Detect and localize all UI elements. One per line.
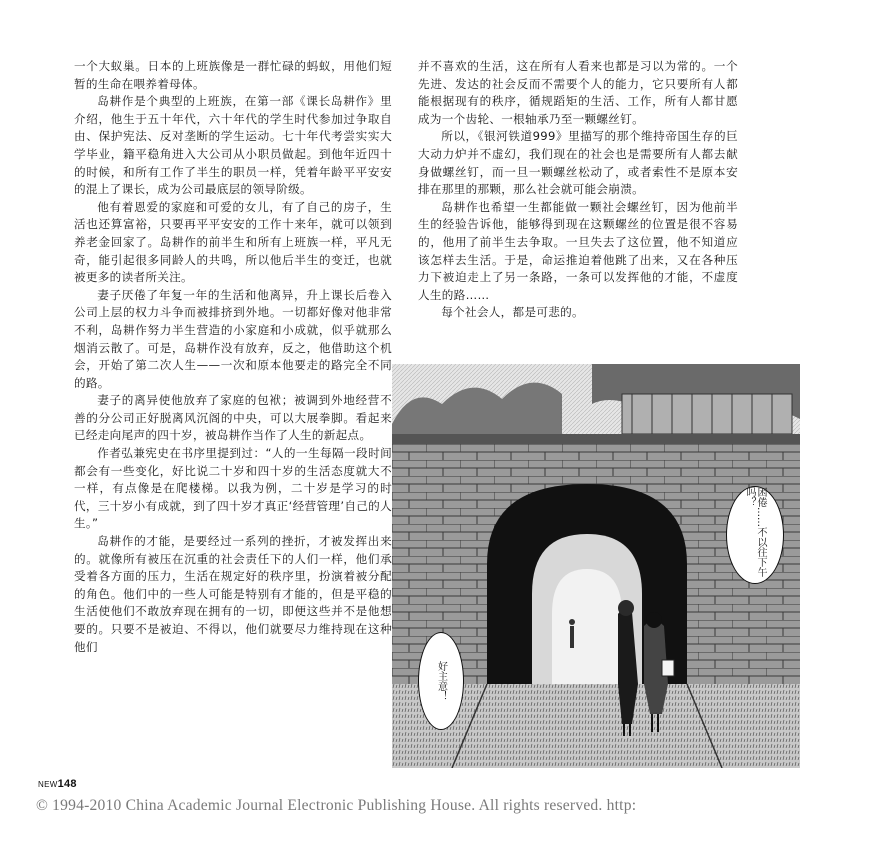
paragraph: 并不喜欢的生活，这在所有人看来也都是习以为常的。一个先进、发达的社会反而不需要个人的能力，它只要所有人都能根据现有的秩序，循规蹈矩的生活、工作，所有人都甘愿成为一个齿轮、一根轴承乃至一颗螺丝钉。: [418, 59, 738, 126]
magazine-prefix: NEW: [38, 780, 58, 789]
paragraph: 岛耕作也希望一生都能做一颗社会螺丝钉，因为他前半生的经验告诉他，能够得到现在这颗螺丝的位置是很不容易的，他用了前半生去争取。一旦失去了这位置，他不知道应该怎样去生活。于是，命运推迫着他跳了出来，又在各种压力下被迫走上了另一条路，一条可以发挥他的才能，不虚度人生的路……: [418, 199, 738, 302]
left-text-column: [74, 58, 392, 656]
paragraph: 每个社会人，都是可悲的。: [441, 305, 584, 320]
speech-bubble: 好主意！: [418, 632, 464, 730]
paragraph: 所以，《银河铁道999》里描写的那个维持帝国生存的巨大动力炉并不虚幻，我们现在的社会也是需要所有人都去献身做螺丝钉，而一旦一颗螺丝松动了，或者索性不是原本安排在那里的那颗，那么社会就可能会崩溃。: [418, 129, 738, 197]
paragraph: 妻子的离异使他放弃了家庭的包袱；被调到外地经营不善的分公司正好脱离风沉阁的中央，可以大展拳脚。看起来已经走向尾声的四十岁，被岛耕作当作了人生的新起点。: [74, 393, 392, 443]
manga-illustration: [392, 364, 800, 768]
paragraph: 岛耕作是个典型的上班族，在第一部《课长岛耕作》里介绍，他生于五十年代，六十年代的学生时代参加过争取自由、保护宪法、反对垄断的学生运动。七十年代考尝实实大学毕业，籍平稳角进入大公司从小职员做起。到他年近四十的时候，和所有工作了半生的职员一样，凭着年龄平平安安的混上了课长，成为公司最底层的领导阶级。: [74, 94, 392, 197]
page-number: [38, 778, 77, 790]
paragraph: 作者弘兼宪史在书序里提到过：“人的一生每隔一段时间都会有一些变化，好比说二十岁和四十岁的生活态度就大不一样，有点像是在爬楼梯。以我为例，二十岁是学习的时代，三十岁小有成就，到了四十岁才真正‘经营管理’自己的人生。”: [74, 446, 392, 531]
paragraph: 他有着恩爱的家庭和可爱的女儿，有了自己的房子，生活也还算富裕，只要再平平安安的工作十来年，就可以领到养老金回家了。岛耕作的前半生和所有上班族一样，平凡无奇，能引起很多同龄人的共鸣，所以他后半生的变迁，也就被更多的读者所关注。: [74, 199, 392, 285]
right-text-column: [418, 58, 738, 322]
page-number-value: 148: [57, 778, 77, 790]
speech-bubble: 困倦……不以往下午吗？: [726, 486, 784, 584]
paragraph: 妻子厌倦了年复一年的生活和他离异，升上课长后卷入公司上层的权力斗争而被排挤到外地。一切都好像对他非常不利，岛耕作努力半生营造的小家庭和小成就，似乎就那么烟消云散了。可是，岛耕作没有放弃，反之，他借助这个机会，开始了第二次人生——一次和原本他要走的路完全不同的路。: [74, 287, 392, 390]
paragraph: 岛耕作的才能，是要经过一系列的挫折，才被发挥出来的。就像所有被压在沉重的社会责任下的人们一样，他们承受着各方面的压力，生活在规定好的秩序里，扮演着被分配的角色。他们中的一些人可能是特别有才能的，但是平稳的生活使他们不敢放弃现在拥有的一切，即便这些并不是他想要的。只要不是被迫、不得以，他们就要尽力维持现在这种他们: [74, 534, 392, 654]
paragraph: 一个大蚁巢。日本的上班族像是一群忙碌的蚂蚁，用他们短暂的生命在喂养着母体。: [74, 59, 392, 91]
copyright-notice: © 1994-2010 China Academic Journal Electronic Publishing House. All rights reserved. http:: [36, 797, 637, 814]
